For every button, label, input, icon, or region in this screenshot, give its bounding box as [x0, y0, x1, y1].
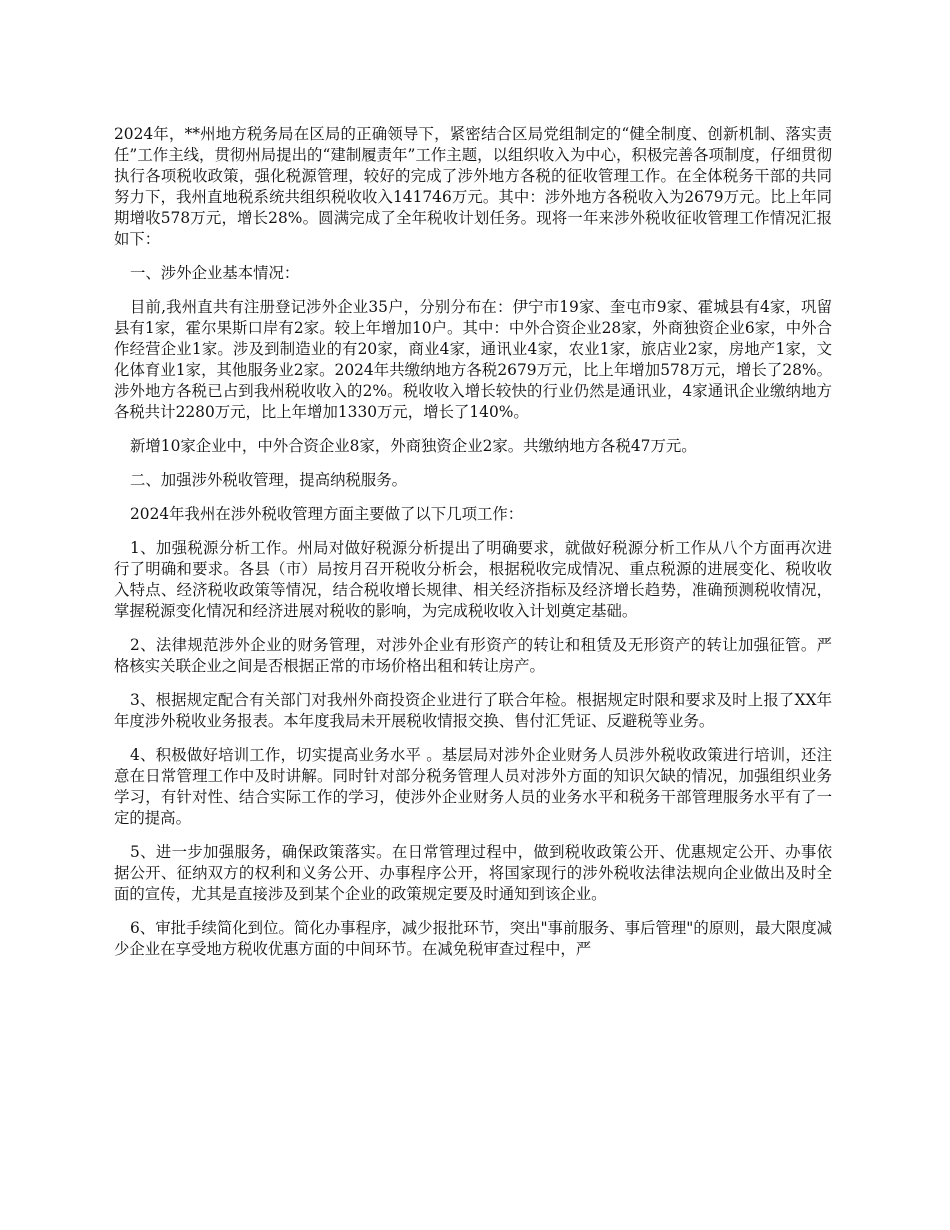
section-heading-2: 二、加强涉外税收管理，提高纳税服务。	[130, 471, 408, 489]
list-item-paragraph: 3、根据规定配合有关部门对我州外商投资企业进行了联合年检。根据规定时限和要求及时上报了XX年年度涉外税收业务报表。本年度我局未开展税收情报交换、售付汇凭证、反避税等业务。	[114, 691, 832, 730]
body-paragraph: 目前,我州直共有注册登记涉外企业35户，分别分布在：伊宁市19家、奎屯市9家、霍城县有4家，巩留县有1家，霍尔果斯口岸有2家。较上年增加10户。其中：中外合资企业28家，外商独资企业6家，中外合作经营企业1家。涉及到制造业的有20家，商业4家，通讯业4家，农业1家，旅店业2家，房地产1家，文化体育业1家，其他服务业2家。2024年共缴纳地方各税2679万元，比上年增加578万元，增长了28%。涉外地方各税已占到我州税收收入的2%。税收收入增长较快的行业仍然是通讯业，4家通讯企业缴纳地方各税共计2280万元，比上年增加1330万元，增长了140%。	[114, 298, 832, 421]
list-item-paragraph: 1、加强税源分析工作。州局对做好税源分析提出了明确要求，就做好税源分析工作从八个方面再次进行了明确和要求。各县（市）局按月召开税收分析会，根据税收完成情况、重点税源的进展变化、税收收入特点、经济税收政策等情况，结合税收增长规律、相关经济指标及经济增长趋势，准确预测税收情况，掌握税源变化情况和经济进展对税收的影响，为完成税收收入计划奠定基础。	[114, 539, 832, 620]
section-heading-1: 一、涉外企业基本情况：	[130, 264, 300, 282]
list-item-paragraph: 5、进一步加强服务，确保政策落实。在日常管理过程中，做到税收政策公开、优惠规定公开、办事依据公开、征纳双方的权利和义务公开、办事程序公开，将国家现行的涉外税收法律法规向企业做出及时全面的宣传，尤其是直接涉及到某个企业的政策规定要及时通知到该企业。	[114, 843, 832, 903]
body-paragraph: 新增10家企业中，中外合资企业8家，外商独资企业2家。共缴纳地方各税47万元。	[130, 437, 697, 455]
list-item-paragraph: 4、积极做好培训工作，切实提高业务水平 。基层局对涉外企业财务人员涉外税收政策进行培训，还注意在日常管理工作中及时讲解。同时针对部分税务管理人员对涉外方面的知识欠缺的情况，加强组织业务学习，有针对性、结合实际工作的学习，使涉外企业财务人员的业务水平和税务干部管理服务水平有了一定的提高。	[114, 746, 832, 827]
list-item-paragraph: 6、审批手续简化到位。简化办事程序，减少报批环节，突出"事前服务、事后管理"的原则，最大限度减少企业在享受地方税收优惠方面的中间环节。在减免税审查过程中，严	[114, 919, 832, 958]
document-body	[114, 124, 832, 973]
list-item-paragraph: 2、法律规范涉外企业的财务管理，对涉外企业有形资产的转让和租赁及无形资产的转让加强征管。严格核实关联企业之间是否根据正常的市场价格出租和转让房产。	[114, 636, 832, 675]
body-paragraph: 2024年我州在涉外税收管理方面主要做了以下几项工作：	[130, 505, 524, 523]
intro-paragraph: 2024年，**州地方税务局在区局的正确领导下，紧密结合区局党组制定的“健全制度、创新机制、落实责任”工作主线，贯彻州局提出的“建制履责年”工作主题，以组织收入为中心，积极完善各项制度，仔细贯彻执行各项税收政策，强化税源管理，较好的完成了涉外地方各税的征收管理工作。在全体税务干部的共同努力下，我州直地税系统共组织税收收入141746万元。其中：涉外地方各税收入为2679万元。比上年同期增收578万元，增长28%。圆满完成了全年税收计划任务。现将一年来涉外税收征收管理工作情况汇报如下：	[114, 125, 832, 248]
